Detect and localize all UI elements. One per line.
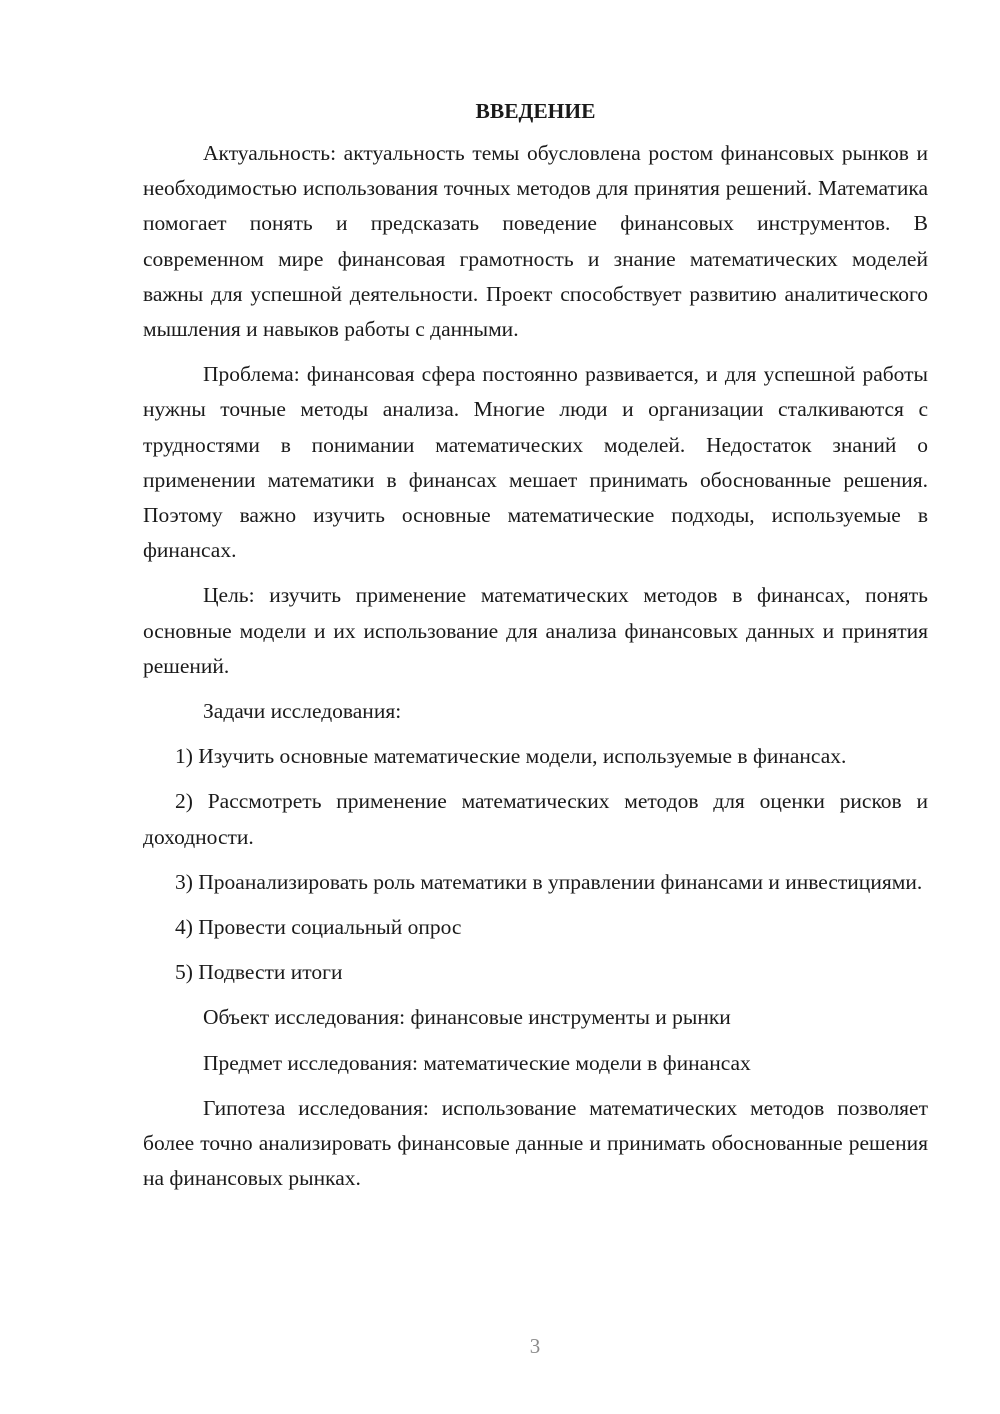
tasks-heading: Задачи исследования:	[203, 699, 402, 724]
page-content	[143, 96, 928, 1206]
task-item-4: 4) Провести социальный опрос	[175, 915, 462, 940]
task-item-5: 5) Подвести итоги	[175, 960, 343, 985]
goal-paragraph: Цель: изучить применение математических методов в финансах, понять основные модели и их использование для анализа финансовых данных и принятия решений.	[143, 583, 928, 678]
page-title: ВВЕДЕНИЕ	[475, 99, 596, 123]
problem-paragraph: Проблема: финансовая сфера постоянно развивается, и для успешной работы нужны точные методы анализа. Многие люди и организации сталкиваются с трудностями в понимании математических моделей. Недостаток знаний о применении математики в финансах мешает принимать обоснованные решения. Поэтому важно изучить основные математические подходы, используемые в финансах.	[143, 362, 928, 563]
task-item-2: 2) Рассмотреть применение математических методов для оценки рисков и доходности.	[143, 789, 928, 849]
task-item-1: 1) Изучить основные математические модели, используемые в финансах.	[175, 744, 847, 769]
research-object: Объект исследования: финансовые инструменты и рынки	[203, 1005, 731, 1030]
page-number: 3	[529, 1334, 541, 1358]
relevance-paragraph: Актуальность: актуальность темы обусловлена ростом финансовых рынков и необходимостью использования точных методов для принятия решений. Математика помогает понять и предсказать поведение финансовых инструментов. В современном мире финансовая грамотность и знание математических моделей важны для успешной деятельности. Проект способствует развитию аналитического мышления и навыков работы с данными.	[143, 141, 928, 342]
research-subject: Предмет исследования: математические модели в финансах	[203, 1050, 751, 1075]
task-item-3: 3) Проанализировать роль математики в управлении финансами и инвестициями.	[175, 869, 923, 894]
hypothesis-paragraph: Гипотеза исследования: использование математических методов позволяет более точно анализировать финансовые данные и принимать обоснованные решения на финансовых рынках.	[143, 1095, 928, 1191]
